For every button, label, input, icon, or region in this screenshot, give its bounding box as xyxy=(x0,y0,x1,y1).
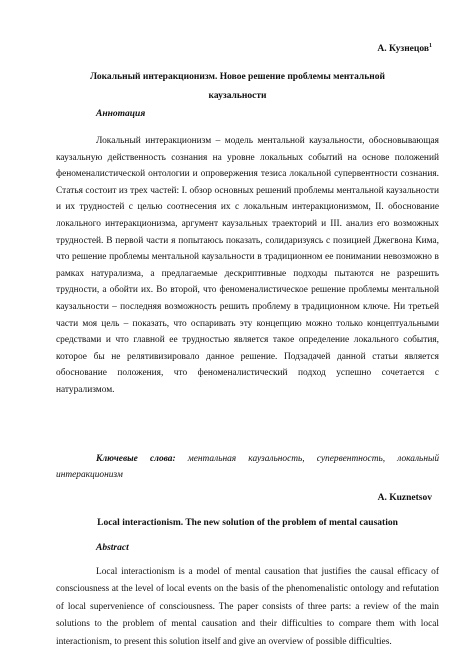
keywords-block xyxy=(56,451,439,483)
article-title-en: Local interactionism. The new solution of the problem of mental causation xyxy=(97,518,398,528)
annotation-heading: Аннотация xyxy=(96,109,146,119)
footnote-marker: 1 xyxy=(429,43,432,49)
abstract-paragraph: Local interactionism is a model of mental causation that justifies the causal efficacy of consciousness at the level of local events on the basis of the phenomenalistic ontology and refutation of local supervenience of consciousness. The paper consists of three parts: a review of the main solutions to the problem of mental causation and their difficulties to compare them with local interactionism, to present this solution itself and give an overview of possible difficulties. xyxy=(56,567,439,647)
abstract-heading: Abstract xyxy=(96,543,129,553)
annotation-body xyxy=(56,133,439,399)
author-name-en: A. Kuznetsov xyxy=(377,493,432,503)
author-name-ru xyxy=(377,43,432,54)
keywords-label: Ключевые слова: xyxy=(96,454,176,464)
annotation-paragraph: Локальный интеракционизм – модель ментальной каузальности, обосновывающая каузальную действенность сознания на уровне локальных событий на основе положений феноменалистической онтологии и опровержения тезиса локальной супервентности сознания. Статья состоит из трех частей: I. обзор основных решений проблемы ментальной каузальности и их трудностей с целью соотнесения их с локальным интеракционизмом, II. обоснование локального интеракционизма, аргумент каузальных траекторий и III. анализ его возможных трудностей. В первой части я попытаюсь показать, солидаризуясь с позицией Джегвона Кима, что решение проблемы ментальной каузальности в традиционном ее понимании невозможно в рамках натурализма, а предлагаемые дескриптивные подходы пытаются не разрешить трудности, а обойти их. Во второй, что феноменалистическое решение проблемы ментальной каузальности – последняя возможность решить проблему в традиционном ключе. Ни третьей части моя цель – показать, что оспаривать эту концепцию можно только концептуальными средствами и что главной ее трудностью является такое определение локального события, которое бы не релятивизировало данное решение. Подзадачей данной статьи является обоснование положения, что феноменалистический подход успешно сочетается с натурализмом. xyxy=(56,136,439,395)
abstract-body xyxy=(56,564,439,651)
article-title-ru: Локальный интеракционизм. Новое решение проблемы ментальной каузальности xyxy=(90,72,385,101)
author-name-ru-text: А. Кузнецов xyxy=(377,44,429,55)
keywords-text: ментальная каузальность, супервентность, локальный интеракционизм xyxy=(56,454,440,480)
